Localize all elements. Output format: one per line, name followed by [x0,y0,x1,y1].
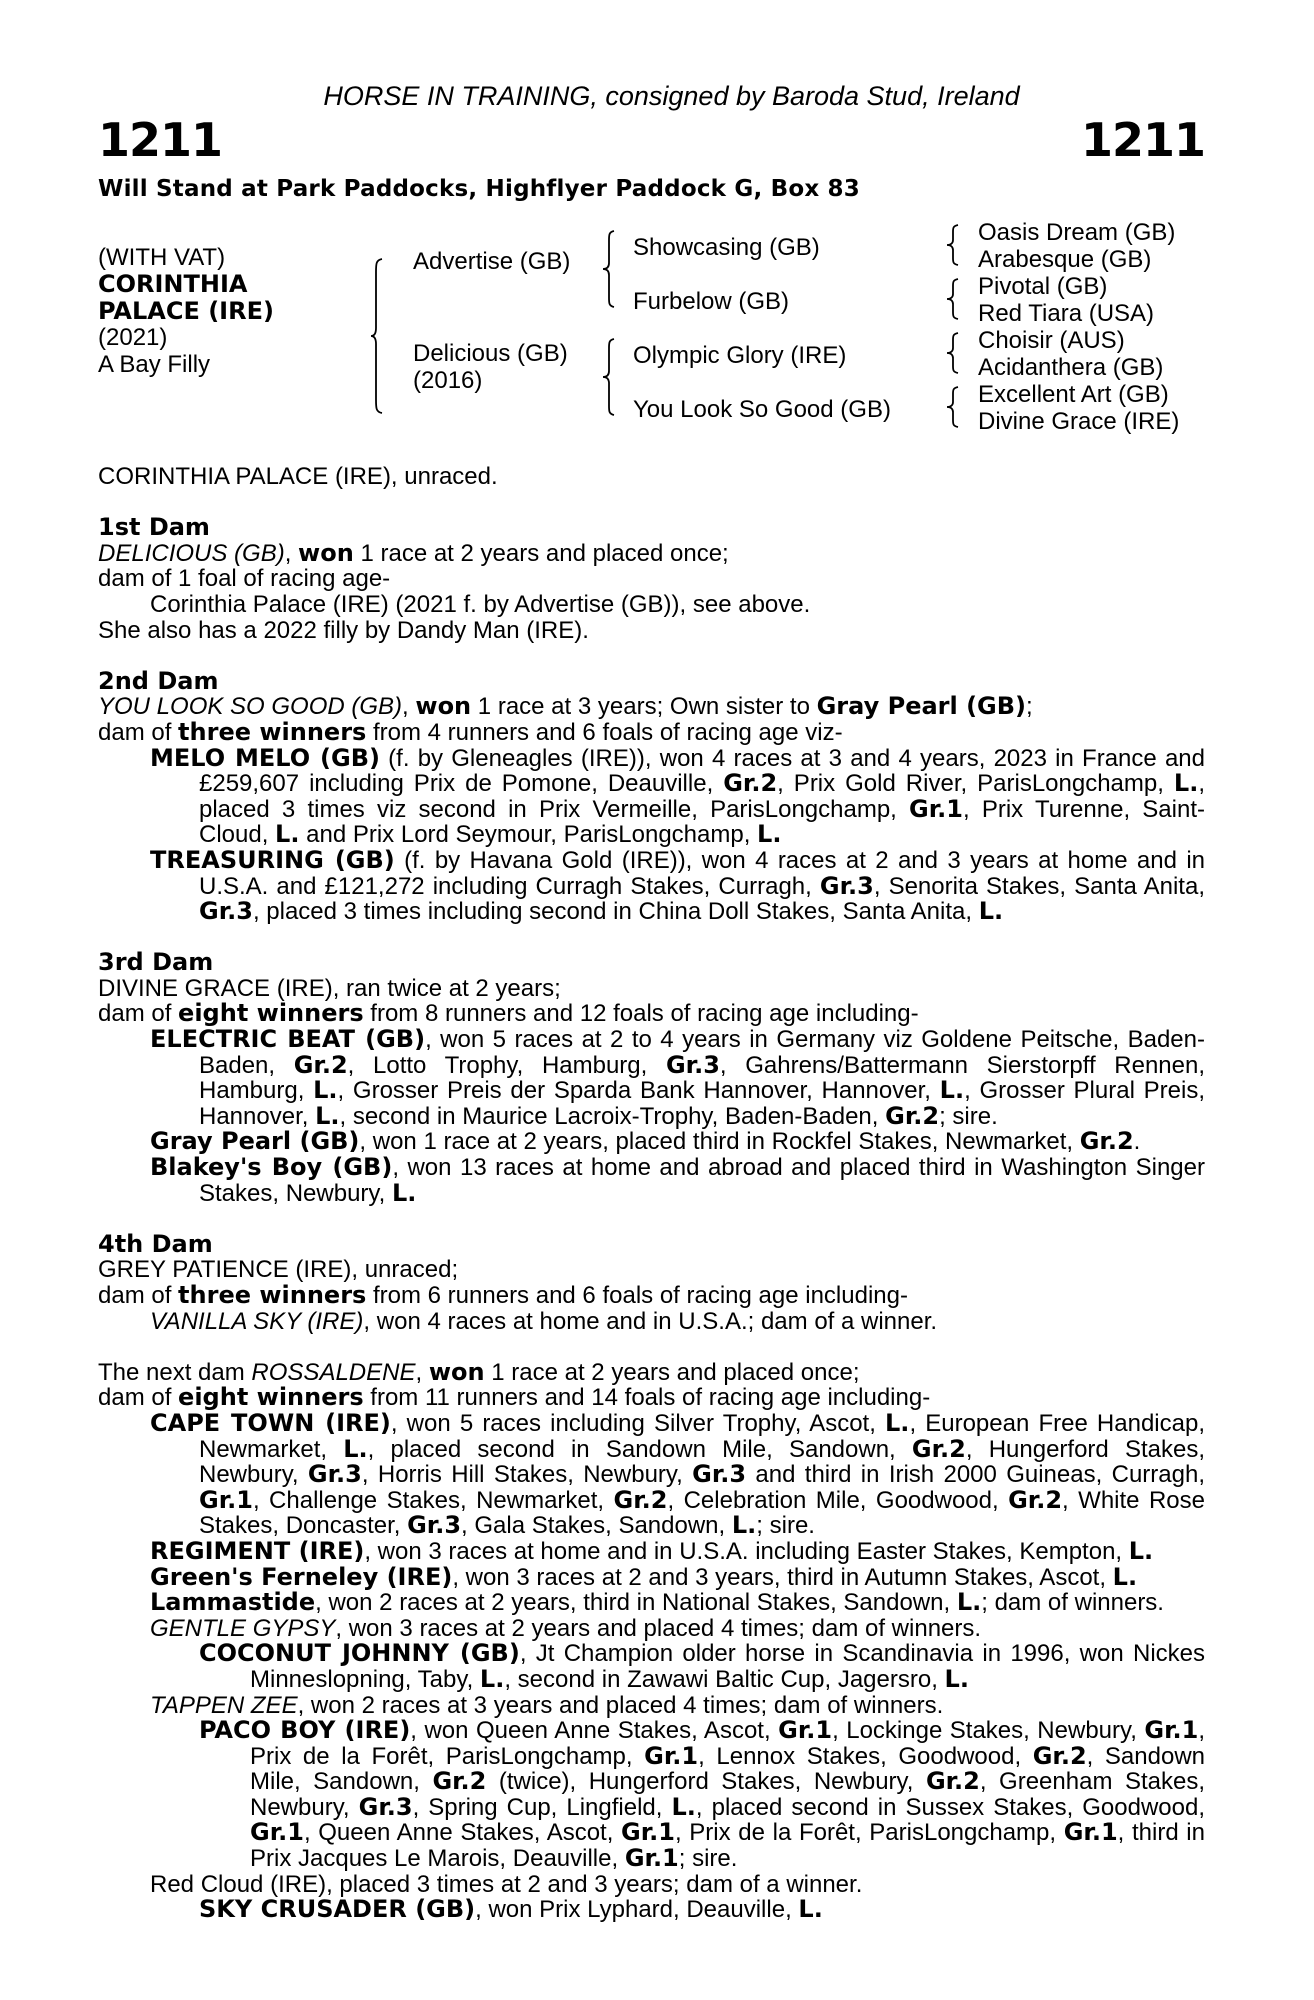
text-segment: L. [391,1178,417,1207]
offspring-paco-boy [98,1718,1205,1872]
offspring-tappen-zee [98,1693,1205,1719]
text-segment: Blakey's Boy (GB) [150,1153,393,1182]
text-segment: won [428,1357,485,1386]
text-segment: Gr.2 [293,1050,348,1079]
ancestor-dsd: Acidanthera (GB) [978,354,1164,381]
punct: ; [1026,693,1033,721]
text-segment: L. [343,1434,368,1463]
second-dam-record: YOU LOOK SO GOOD (GB), won 1 race at 3 years; Own sister to Gray Pearl (GB); [98,692,1033,721]
ancestor-dds: Excellent Art (GB) [978,381,1169,408]
stand-location: Will Stand at Park Paddocks, Highflyer Paddock G, Box 83 [98,176,860,202]
sire-name: Advertise (GB) [413,248,571,275]
first-dam-produce: dam of 1 foal of racing age- [98,565,391,593]
text-segment: The next dam [98,1358,252,1386]
lot-number-row [98,114,1205,166]
bracket-dam [602,338,620,416]
lot-number-left: 1211 [98,113,223,167]
text-segment: , won 1 race at 2 years, placed third in Rockfel Stakes, Newmarket, [359,1128,1080,1156]
pedigree-notes [98,464,1205,1923]
bracket-sd [946,278,962,320]
text-segment: , Prix de la Forêt, ParisLongchamp, [674,1819,1064,1847]
text-segment: ; sire. [939,1102,998,1130]
won-label: won [298,538,354,567]
text-segment: , Greenham Stakes, Newbury, [250,1768,1205,1821]
text-segment: , Challenge Stakes, Newmarket, [252,1486,614,1514]
sire-dam: Furbelow (GB) [633,288,790,315]
text-segment: , placed 3 times viz second in Prix Vermeille, ParisLongchamp, [199,770,1205,823]
text-segment: L. [978,897,1004,926]
horse-summary: CORINTHIA PALACE (IRE), unraced. [98,463,498,490]
offspring-lammastide [98,1590,1205,1616]
text-segment: Gr.1 [621,1818,675,1847]
offspring-cape-town [98,1408,1205,1540]
text-segment: ROSSALDENE [251,1358,416,1386]
text-segment: Gr.1 [624,1844,679,1873]
text-segment: , Senorita Stakes, Santa Anita, [873,872,1205,900]
text-segment: , Jt Champion older horse in Scandinavia in 1996, won Nickes Minneslopning, Taby, [250,1640,1206,1693]
text-segment: L. [956,1588,982,1617]
text-segment: , Spring Cup, Lingfield, [412,1793,672,1821]
text-segment: , placed second in Sussex Stakes, Goodwood, [695,1793,1206,1821]
text-segment: , Prix Gold River, ParisLongchamp, [777,770,1174,798]
text-segment: , won 4 races at home and in U.S.A.; dam of a winner. [363,1307,938,1335]
third-dam-produce [98,1001,1205,1027]
text-segment: . [1133,1128,1141,1156]
dam-sire: Olympic Glory (IRE) [633,342,847,369]
text-segment: , placed 3 times including second in China Doll Stakes, Santa Anita, [252,898,979,926]
pedigree-tree [98,204,1205,444]
text-segment: Gr.1 [909,794,963,823]
text-segment: Gr.2 [911,1434,966,1463]
offspring-coconut-johnny [98,1641,1205,1692]
text-segment: L. [1173,769,1199,798]
fourth-dam-heading: 4th Dam [98,1229,213,1258]
text-segment: , Gala Stakes, Sandown, [461,1512,732,1540]
text-segment: , [415,1358,429,1386]
text-segment: and third in Irish 2000 Guineas, Curragh, [746,1461,1205,1489]
offspring-electric-beat [98,1027,1205,1129]
text-segment: ELECTRIC BEAT (GB) [150,1025,426,1054]
ancestor-ssd: Arabesque (GB) [978,246,1152,273]
text-segment: L. [944,1664,969,1693]
text-segment: , won 3 races at home and in U.S.A. including Easter Stakes, Kempton, [364,1537,1129,1565]
text-segment: Gr.1 [250,1818,304,1847]
text-segment: (f. by Havana Gold (IRE)), won 4 races at 2 and 3 years at home and in U.S.A. and £121,272 including Curragh Stakes, Curragh, [199,846,1205,900]
ancestor-sds: Pivotal (GB) [978,273,1108,300]
text-segment: Gr.3 [307,1460,362,1489]
text-segment: , Celebration Mile, Goodwood, [667,1486,1009,1514]
horse-name-line1: CORINTHIA [98,270,248,298]
text-segment: L. [671,1792,696,1821]
text-segment: , White Rose Stakes, Doncaster, [199,1486,1205,1540]
text-segment: , won 3 races at 2 years and placed 4 times; dam of winners. [335,1614,982,1642]
text-segment: L. [313,1076,338,1105]
offspring-blakeys-boy [98,1155,1205,1206]
text-segment: , Sandown Mile, Sandown, [250,1742,1206,1796]
bracket-ss [946,224,962,266]
horse-sex-colour: A Bay Filly [98,351,211,378]
text-segment: REGIMENT (IRE) [150,1536,365,1565]
ancestor-sss: Oasis Dream (GB) [978,219,1176,246]
sister-name: Gray Pearl (GB) [816,692,1027,721]
text-segment: dam of [98,1384,179,1412]
text-segment: eight winners [178,999,364,1028]
won-label: won [415,692,472,721]
vat-note: (WITH VAT) [98,244,226,271]
third-dam-heading: 3rd Dam [98,948,214,977]
first-dam-record: DELICIOUS (GB), won 1 race at 2 years and placed once; [98,538,729,567]
ancestor-sdd: Red Tiara (USA) [978,300,1155,327]
offspring-melo-melo [98,743,1205,849]
first-dam-heading: 1st Dam [98,513,210,542]
text-segment: L. [479,1664,505,1693]
text-segment: Green's Ferneley (IRE) [150,1562,453,1591]
text-segment: , won 3 races at 2 and 3 years, third in Autumn Stakes, Ascot, [452,1563,1113,1591]
text-segment: (f. by Gleneagles (IRE)), won 4 races at 3 and 4 years, 2023 in France and £259,607 including Prix de Pomone, Deauville, [199,744,1205,798]
offspring-gentle-gypsy [98,1616,1205,1642]
text-segment: L. [1112,1562,1138,1591]
text-segment: ; sire. [678,1845,738,1873]
text-segment: (twice), Hungerford Stakes, Newbury, [486,1768,926,1796]
catalogue-page [98,80,1205,1923]
text-segment: , Hungerford Stakes, Newbury, [199,1435,1205,1489]
sire-sire: Showcasing (GB) [633,234,820,261]
text-segment: Gr.1 [1063,1818,1118,1847]
text-segment: from 11 runners and 14 foals of racing age including- [363,1384,931,1412]
text-segment: , won Queen Anne Stakes, Ascot, [410,1717,779,1745]
text-segment: Gr.3 [407,1511,462,1540]
text-segment: , Lennox Stakes, Goodwood, [698,1742,1033,1770]
text-segment: ; sire. [756,1512,815,1540]
ancestor-dss: Choisir (AUS) [978,327,1125,354]
text-segment: three winners [178,1281,367,1309]
text-segment: Gr.2 [432,1767,487,1796]
offspring-greens-ferneley [98,1562,1205,1591]
winners-count: three winners [178,717,367,746]
text-segment: Gr.1 [1144,1716,1199,1745]
text-segment: L. [939,1076,965,1105]
text-segment: ; dam of winners. [981,1589,1164,1617]
text-segment: , Lockinge Stakes, Newbury, [832,1717,1145,1745]
text-segment: Gr.1 [778,1716,833,1745]
text-segment: Gr.3 [665,1050,720,1079]
text-segment: VANILLA SKY (IRE) [150,1307,364,1335]
first-dam-foal: Corinthia Palace (IRE) (2021 f. by Advertise (GB)), see above. [150,590,811,618]
text-segment: Gr.3 [692,1460,747,1489]
second-dam-heading: 2nd Dam [98,666,219,695]
text-segment: , European Free Handicap, Newmarket, [199,1409,1205,1463]
text-segment: Gr.2 [1079,1127,1134,1156]
text-segment: GENTLE GYPSY [150,1614,336,1642]
text-segment: Gray Pearl (GB) [150,1127,360,1156]
offspring-name: TREASURING (GB) [150,845,395,874]
text-segment: Gr.2 [925,1767,980,1796]
text-segment: , won 5 races including Silver Trophy, Ascot, [390,1409,886,1437]
text-segment: Gr.2 [885,1101,940,1130]
text-segment: , third in Prix Jacques Le Marois, Deauville, [250,1819,1205,1873]
text-segment: from 8 runners and 12 foals of racing age including- [363,1000,919,1028]
text-segment: , Gahrens/Battermann Sierstorpff Rennen, Hamburg, [199,1051,1205,1105]
dam-year: (2016) [413,367,483,394]
text-segment: Gr.2 [723,769,778,798]
text-segment: 1 race at 2 years and placed once; [484,1358,860,1386]
text-segment: Lammastide [150,1588,316,1617]
text-segment: from 6 runners and 6 foals of racing age including- [366,1282,908,1309]
text-segment: Gr.2 [1008,1485,1063,1514]
ancestor-ddd: Divine Grace (IRE) [978,408,1180,435]
text-segment: L. [757,820,782,849]
text-segment: , won 2 races at 3 years and placed 4 times; dam of winners. [297,1691,944,1719]
text-segment: dam of [98,1000,179,1028]
text-segment: , Horris Hill Stakes, Newbury, [361,1461,693,1489]
text-segment: SKY CRUSADER (GB) [199,1895,476,1924]
second-dam-produce [98,717,1205,746]
offspring-name: MELO MELO (GB) [150,743,380,772]
dam-of-label: dam of [98,718,179,746]
text-segment: , won 13 races at home and abroad and placed third in Washington Singer Stakes, Newbury, [199,1154,1205,1207]
text-segment: PACO BOY (IRE) [199,1716,411,1745]
text-segment: , Lotto Trophy, Hamburg, [347,1051,666,1079]
horse-name-line2: PALACE (IRE) [98,297,274,325]
text-segment: L. [1128,1536,1154,1565]
text-segment: Gr.3 [819,871,874,900]
second-dam-name: YOU LOOK SO GOOD (GB) [98,693,403,721]
first-dam-name: DELICIOUS (GB) [98,539,285,567]
offspring-sky-crusader [98,1897,1205,1923]
text-segment: L. [275,820,300,849]
text-segment: , Grosser Plural Preis, Hannover, [199,1077,1205,1130]
next-dam-record [98,1357,1205,1386]
bracket-dd [946,386,962,428]
text-segment: , placed second in Sandown Mile, Sandown, [367,1435,912,1463]
text-segment: L. [731,1511,757,1540]
text-segment: , won Prix Lyphard, Deauville, [475,1896,799,1924]
text-segment: , Grosser Preis der Sparda Bank Hannover, Hannover, [337,1077,940,1105]
dam-name: Delicious (GB) [413,340,568,367]
offspring-red-cloud: Red Cloud (IRE), placed 3 times at 2 and 3 years; dam of a winner. [150,1870,863,1898]
next-dam-produce [98,1385,1205,1411]
first-dam-record-text: 1 race at 2 years and placed once; [353,539,729,567]
text-segment: L. [885,1408,910,1437]
text-segment: CAPE TOWN (IRE) [150,1408,391,1437]
text-segment: Gr.3 [358,1792,413,1821]
bracket-gen1 [370,258,390,414]
bracket-sire [602,230,620,308]
text-segment: Gr.1 [644,1741,699,1770]
text-segment: , Prix Turenne, Saint-Cloud, [199,795,1205,849]
text-segment: , second in Maurice Lacroix-Trophy, Baden-Baden, [339,1102,886,1130]
offspring-regiment [98,1536,1205,1565]
text-segment: L. [798,1895,823,1924]
text-segment: Gr.1 [199,1485,253,1514]
text-segment: Gr.3 [199,897,253,926]
offspring-gray-pearl [98,1129,1205,1155]
fourth-dam-record: GREY PATIENCE (IRE), unraced; [98,1256,459,1284]
lot-number-right: 1211 [1080,113,1205,167]
offspring-vanilla-sky [98,1309,1205,1335]
text-segment: , Prix de la Forêt, ParisLongchamp, [250,1717,1205,1770]
dam-dam: You Look So Good (GB) [633,396,891,423]
text-segment: , won 5 races at 2 to 4 years in Germany viz Goldene Peitsche, Baden-Baden, [199,1026,1205,1079]
text-segment: COCONUT JOHNNY (GB) [199,1639,520,1668]
text-segment: TAPPEN ZEE [150,1691,298,1719]
page-header: HORSE IN TRAINING, consigned by Baroda Stud, Ireland [323,81,1020,111]
produce-text: from 4 runners and 6 foals of racing age viz- [366,718,843,746]
text-segment: L. [315,1101,340,1130]
text-segment: , won 2 races at 2 years, third in National Stakes, Sandown, [315,1589,957,1617]
text-segment: dam of [98,1282,179,1309]
text-segment: and Prix Lord Seymour, ParisLongchamp, [299,821,758,849]
second-dam-record-text: 1 race at 3 years; Own sister to [471,693,817,721]
offspring-treasuring [98,845,1205,926]
bracket-ds [946,332,962,374]
third-dam-record: DIVINE GRACE (IRE), ran twice at 2 years; [98,974,561,1002]
first-dam-also: She also has a 2022 filly by Dandy Man (IRE). [98,616,589,644]
text-segment: , second in Zawawi Baltic Cup, Jagersro, [504,1665,945,1693]
fourth-dam-produce [98,1283,1205,1309]
foaling-year: (2021) [98,324,168,351]
text-segment: , Queen Anne Stakes, Ascot, [303,1819,622,1847]
text-segment: Gr.2 [1032,1741,1087,1770]
text-segment: Gr.2 [613,1485,668,1514]
text-segment: eight winners [178,1383,364,1412]
